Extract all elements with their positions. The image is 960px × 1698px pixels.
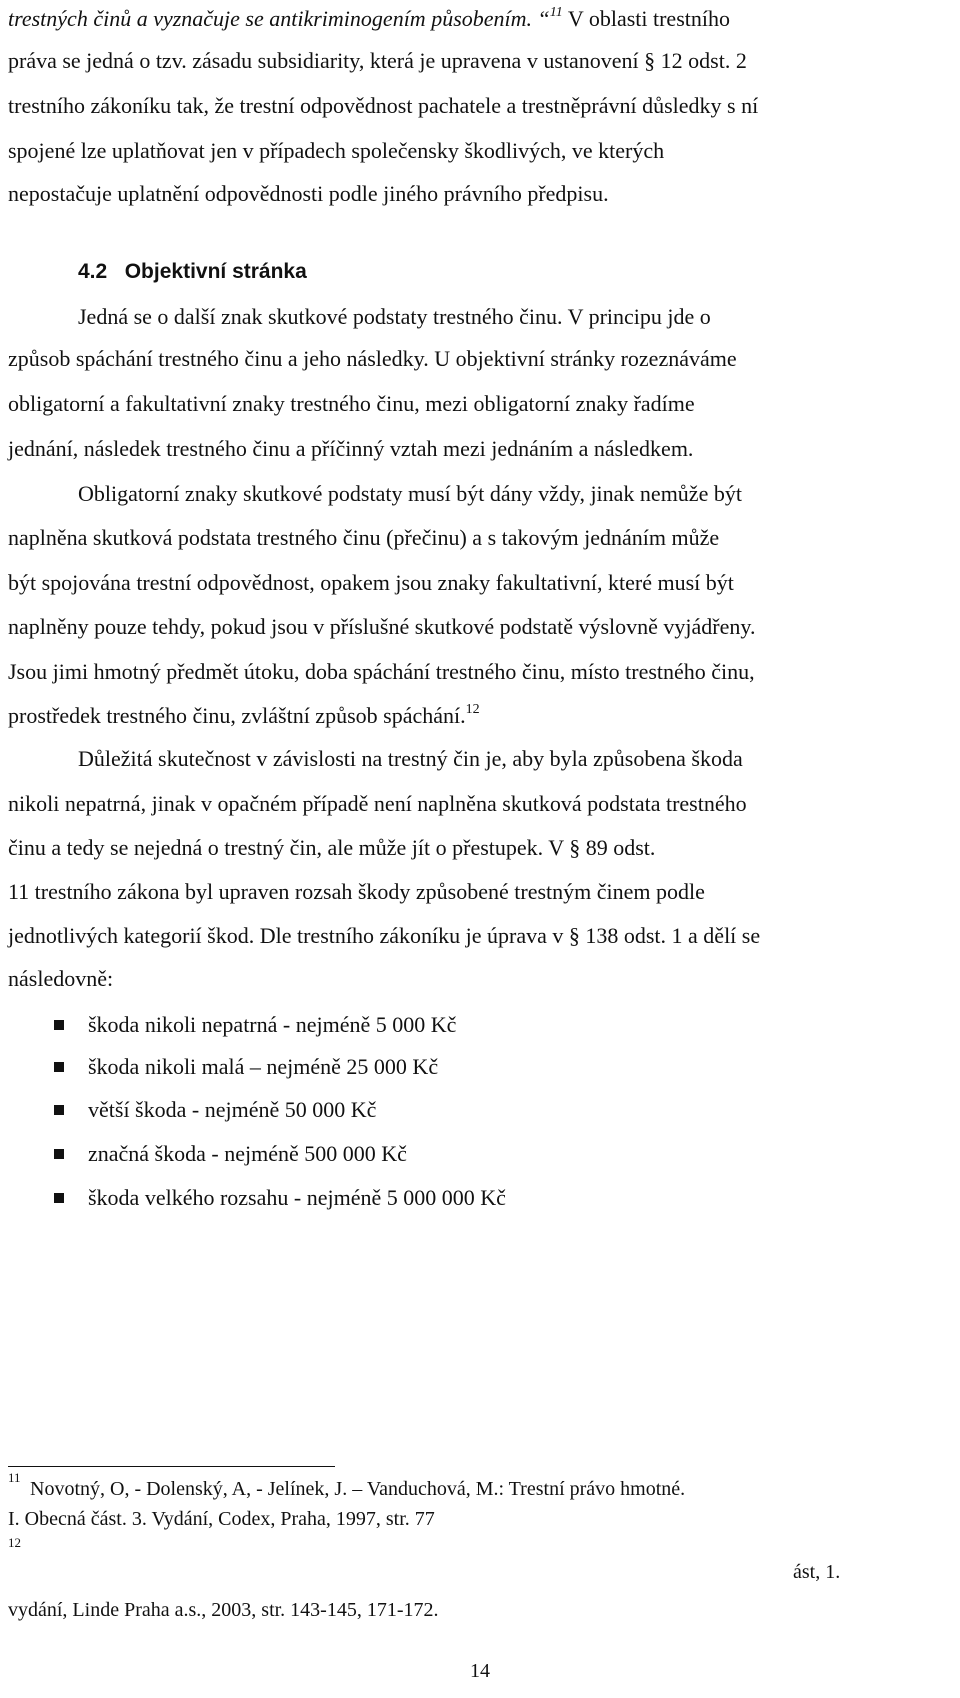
text-line: způsob spáchání trestného činu a jeho následky. U objektivní stránky rozeznáváme bbox=[8, 346, 737, 371]
text-line: činu a tedy se nejedná o trestný čin, ale může jít o přestupek. V § 89 odst. bbox=[8, 835, 656, 860]
bullet-icon bbox=[54, 1105, 64, 1115]
section-title: Objektivní stránka bbox=[124, 260, 307, 283]
text-line bbox=[8, 703, 480, 729]
footnote-ref: 12 bbox=[465, 702, 480, 717]
text-line: nikoli nepatrná, jinak v opačném případě není naplněna skutková podstata trestného bbox=[8, 791, 747, 816]
text-line: naplněna skutková podstata trestného činu (přečinu) a s takovým jednáním může bbox=[8, 525, 720, 550]
text-line: Obligatorní znaky skutkové podstaty musí být dány vždy, jinak nemůže být bbox=[78, 481, 742, 506]
text-line: práva se jedná o tzv. zásadu subsidiarity, která je upravena v ustanovení § 12 odst. 2 bbox=[8, 48, 747, 73]
footnote-text: Novotný, O, - Dolenský, A, - Jelínek, J. – Vanduchová, M.: Trestní právo hmotné. bbox=[30, 1478, 686, 1500]
text-line: spojené lze uplatňovat jen v případech společensky škodlivých, ve kterých bbox=[8, 138, 665, 163]
text-line: následovně: bbox=[8, 966, 114, 991]
text-line: Jedná se o další znak skutkové podstaty trestného činu. V principu jde o bbox=[78, 304, 711, 329]
bullet-icon bbox=[54, 1149, 64, 1159]
footnote-number: 11 bbox=[8, 1470, 21, 1485]
list-item: škoda nikoli nepatrná - nejméně 5 000 Kč bbox=[88, 1012, 457, 1037]
list-item: škoda nikoli malá – nejméně 25 000 Kč bbox=[88, 1054, 439, 1079]
footnote-separator bbox=[8, 1466, 335, 1467]
list-item: škoda velkého rozsahu - nejméně 5 000 000 Kč bbox=[88, 1185, 506, 1210]
footnote-number: 12 bbox=[8, 1535, 21, 1550]
bullet-icon bbox=[54, 1193, 64, 1203]
text-line: naplněny pouze tehdy, pokud jsou v příslušné skutkové podstatě výslovně vyjádřeny. bbox=[8, 614, 756, 639]
text-line: nepostačuje uplatnění odpovědnosti podle jiného právního předpisu. bbox=[8, 181, 609, 206]
text-segment: prostředek trestného činu, zvláštní způsob spáchání. bbox=[8, 703, 466, 728]
list-item: větší škoda - nejméně 50 000 Kč bbox=[88, 1097, 377, 1122]
text-line: 11 trestního zákona byl upraven rozsah škody způsobené trestným činem podle bbox=[8, 879, 705, 904]
text-line: Jsou jimi hmotný předmět útoku, doba spáchání trestného činu, místo trestného činu, bbox=[8, 659, 755, 684]
footnote-ref: 11 bbox=[549, 5, 563, 20]
text-line: Důležitá skutečnost v závislosti na trestný čin je, aby byla způsobena škoda bbox=[78, 746, 743, 771]
text-line: jednotlivých kategorií škod. Dle trestního zákoníku je úprava v § 138 odst. 1 a dělí se bbox=[8, 923, 761, 948]
text-line: jednání, následek trestného činu a příčinný vztah mezi jednáním a následkem. bbox=[8, 436, 694, 461]
text-line: obligatorní a fakultativní znaky trestného činu, mezi obligatorní znaky řadíme bbox=[8, 391, 695, 416]
section-number: 4.2 bbox=[78, 260, 108, 283]
section-heading bbox=[78, 259, 307, 285]
list-item: značná škoda - nejméně 500 000 Kč bbox=[88, 1141, 407, 1166]
text-segment: trestných činů a vyznačuje se antikriminogením působením. bbox=[8, 6, 533, 31]
footnote-text: ást, 1. bbox=[793, 1561, 841, 1583]
text-line: trestního zákoníku tak, že trestní odpovědnost pachatele a trestněprávní důsledky s ní bbox=[8, 93, 759, 118]
text-line bbox=[8, 6, 730, 32]
page-number: 14 bbox=[470, 1660, 490, 1682]
bullet-icon bbox=[54, 1062, 64, 1072]
footnote-text: vydání, Linde Praha a.s., 2003, str. 143-145, 171-172. bbox=[8, 1599, 439, 1621]
text-segment: V oblasti trestního bbox=[567, 6, 730, 31]
footnote-text: I. Obecná část. 3. Vydání, Codex, Praha, 1997, str. 77 bbox=[8, 1508, 435, 1530]
quote-mark: “ bbox=[537, 6, 550, 31]
bullet-icon bbox=[54, 1020, 64, 1030]
text-line: být spojována trestní odpovědnost, opakem jsou znaky fakultativní, které musí být bbox=[8, 570, 734, 595]
